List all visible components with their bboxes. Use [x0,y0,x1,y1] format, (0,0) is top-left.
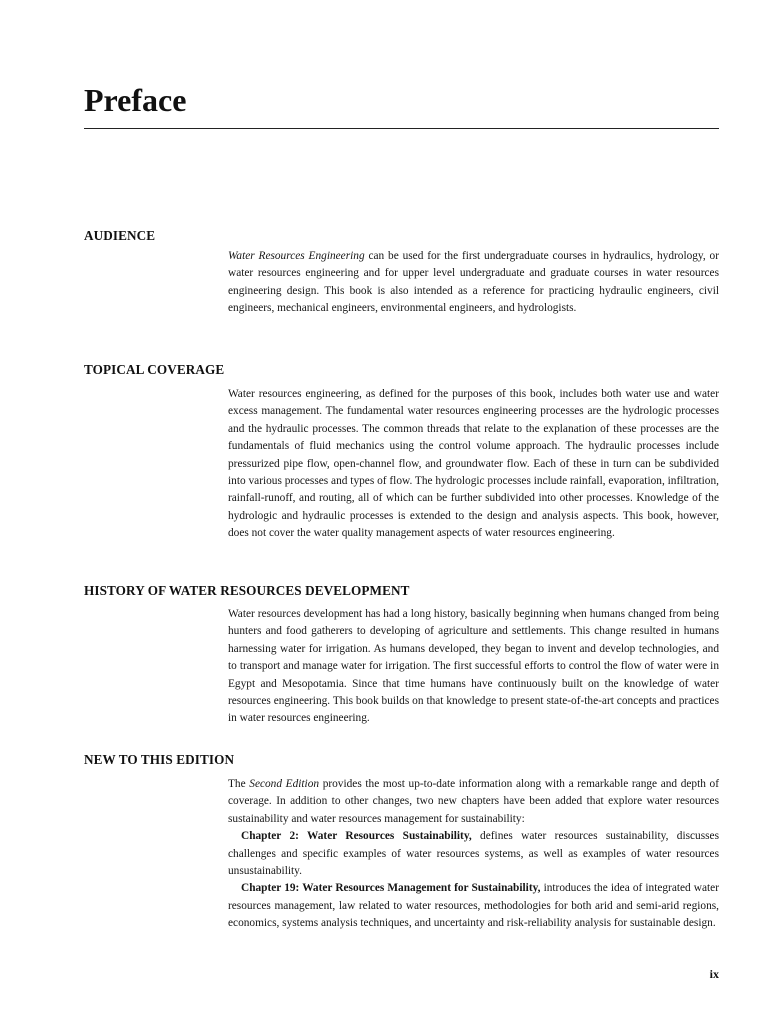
intro-text: provides the most up-to-date information along with a remarkable range and depth of coverage. In addition to other changes, two new chapters have been added that explore water resources sustainability and water resources management for sustainability: [228,778,719,825]
section-body-history [228,606,719,728]
audience-text: can be used for the first undergraduate courses in hydraulics, hydrology, or water resources engineering and for upper level undergraduate and graduate courses in water resources engineering design. This book is also intended as a reference for practicing hydraulic engineers, civil engineers, mechanical engineers, environmental engineers, and hydrologists. [228,250,719,315]
section-heading-audience: AUDIENCE [84,228,156,243]
chapter-title: Chapter 2: Water Resources Sustainability, [241,830,472,843]
intro-prefix: The [228,778,250,790]
chapter-description: defines water resources sustainability, discusses challenges and specific examples of water resources systems, as well as examples of water resources unsustainability. [228,830,719,878]
chapter-title: Chapter 19: Water Resources Management for Sustainability, [241,882,541,895]
section-heading-new-edition: NEW TO THIS EDITION [84,752,235,767]
new-edition-intro [228,776,719,828]
history-paragraph: Water resources development has had a long history, basically beginning when humans changed from being hunters and food gatherers to developing of agriculture and settlements. This change resulted in humans harnessing water for irrigation. As humans developed, they began to invent and develop technologies, and to transport and manage water for irrigation. The first successful efforts to control the flow of water were in Egypt and Mesopotamia. Since that time humans have continuously built on the knowledge of water resources engineering. This book builds on that knowledge to present state-of-the-art concepts and practices in water resources engineering. [228,608,719,725]
section-body-topical-coverage [228,386,719,543]
section-body-new-edition [228,776,719,933]
chapter-description: introduces the idea of integrated water resources management, law related to water resources, methodologies for both arid and semi-arid regions, economics, systems analysis techniques, and uncertainty and risk-reliability analysis for sustainable design. [228,882,719,930]
chapter-item [228,828,719,880]
section-heading-history: HISTORY OF WATER RESOURCES DEVELOPMENT [84,583,410,598]
edition-name: Second Edition [249,778,320,790]
book-title: Water Resources Engineering [228,250,365,262]
topical-coverage-paragraph: Water resources engineering, as defined for the purposes of this book, includes both water use and water excess management. The fundamental water resources engineering processes are the hydrologic processes and the hydraulic processes. The common threads that relate to the explanation of these processes are the fundamentals of fluid mechanics using the control volume approach. The hydraulic processes include pressurized pipe flow, open-channel flow, and groundwater flow. Each of these in turn can be subdivided into various processes and types of flow. The hydrologic processes include rainfall, evaporation, infiltration, rainfall-runoff, and routing, all of which can be further subdivided into other processes. Knowledge of the hydrologic and hydraulic processes is extended to the design and analysis aspects. This book, however, does not cover the water quality management aspects of water resources engineering. [228,388,719,540]
chapter-item [228,880,719,932]
page-number: ix [709,967,719,981]
page-title: Preface [84,82,187,118]
section-heading-topical-coverage: TOPICAL COVERAGE [84,362,225,377]
title-divider [84,128,719,129]
audience-paragraph [228,248,719,318]
section-body-audience [228,248,719,318]
